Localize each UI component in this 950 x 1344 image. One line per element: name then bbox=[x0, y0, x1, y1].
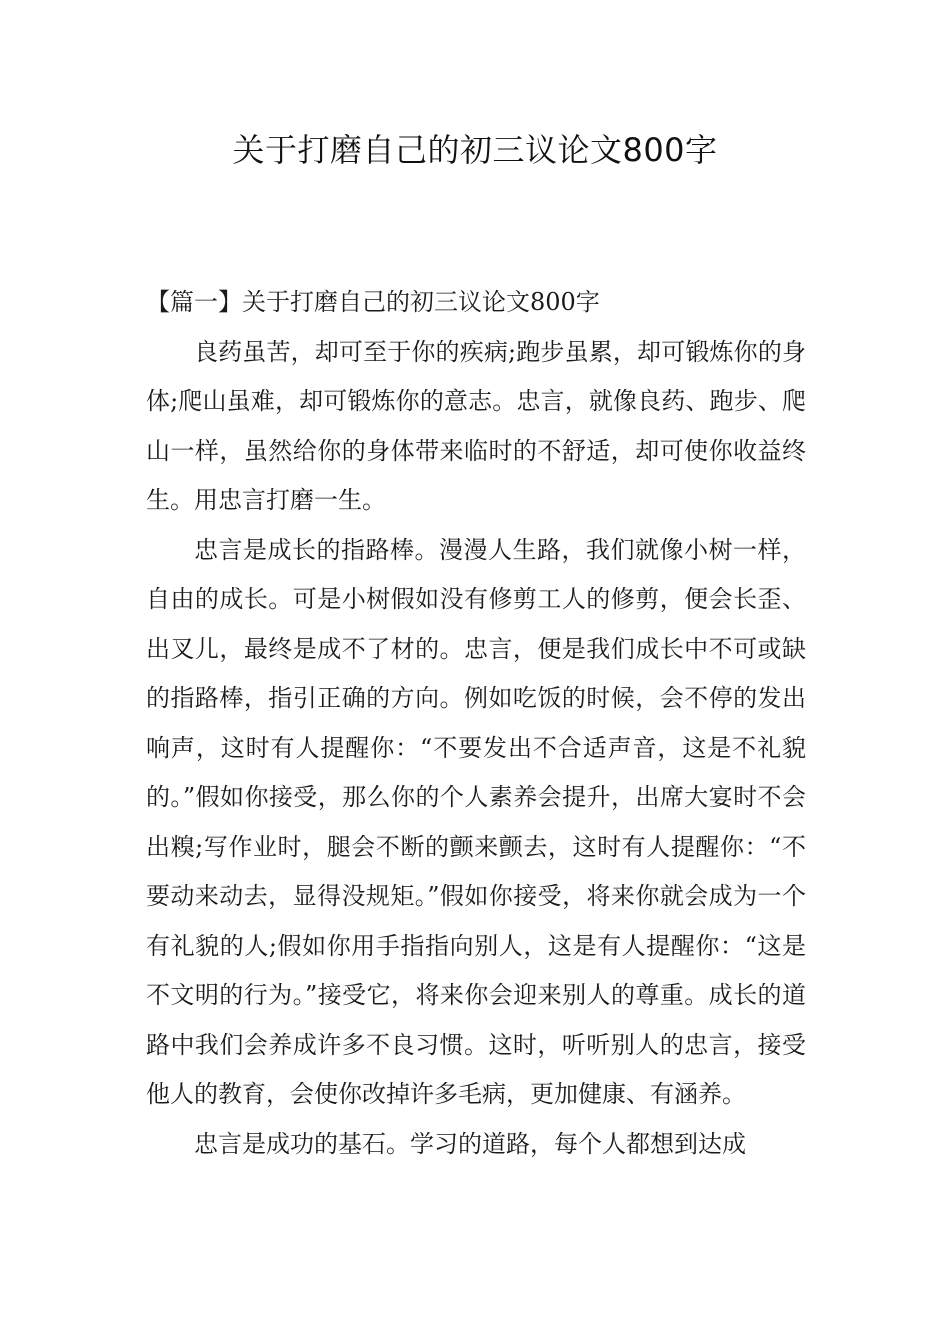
paragraph-2: 忠言是成长的指路棒。漫漫人生路，我们就像小树一样，自由的成长。可是小树假如没有修剪工人的修剪，便会长歪、出叉儿，最终是成不了材的。忠言，便是我们成长中不可或缺的指路棒，指引正确的方向。例如吃饭的时候，会不停的发出响声，这时有人提醒你：“不要发出不合适声音，这是不礼貌的。”假如你接受，那么你的个人素养会提升，出席大宴时不会出糗;写作业时，腿会不断的颤来颤去，这时有人提醒你：“不要动来动去，显得没规矩。”假如你接受，将来你就会成为一个有礼貌的人;假如你用手指指向别人，这是有人提醒你：“这是不文明的行为。”接受它，将来你会迎来别人的尊重。成长的道路中我们会养成许多不良习惯。这时，听听别人的忠言，接受他人的教育，会使你改掉许多毛病，更加健康、有涵养。 bbox=[146, 535, 806, 1108]
section-heading: 【篇一】关于打磨自己的初三议论文800字 bbox=[146, 288, 600, 316]
document-title: 关于打磨自己的初三议论文800字 bbox=[232, 131, 718, 169]
document-body bbox=[146, 278, 806, 1169]
paragraph-3: 忠言是成功的基石。学习的道路，每个人都想到达成 bbox=[194, 1129, 746, 1158]
paragraph-1: 良药虽苦，却可至于你的疾病;跑步虽累，却可锻炼你的身体;爬山虽难，却可锻炼你的意志。忠言，就像良药、跑步、爬山一样，虽然给你的身体带来临时的不舒适，却可使你收益终生。用忠言打磨一生。 bbox=[146, 337, 806, 514]
